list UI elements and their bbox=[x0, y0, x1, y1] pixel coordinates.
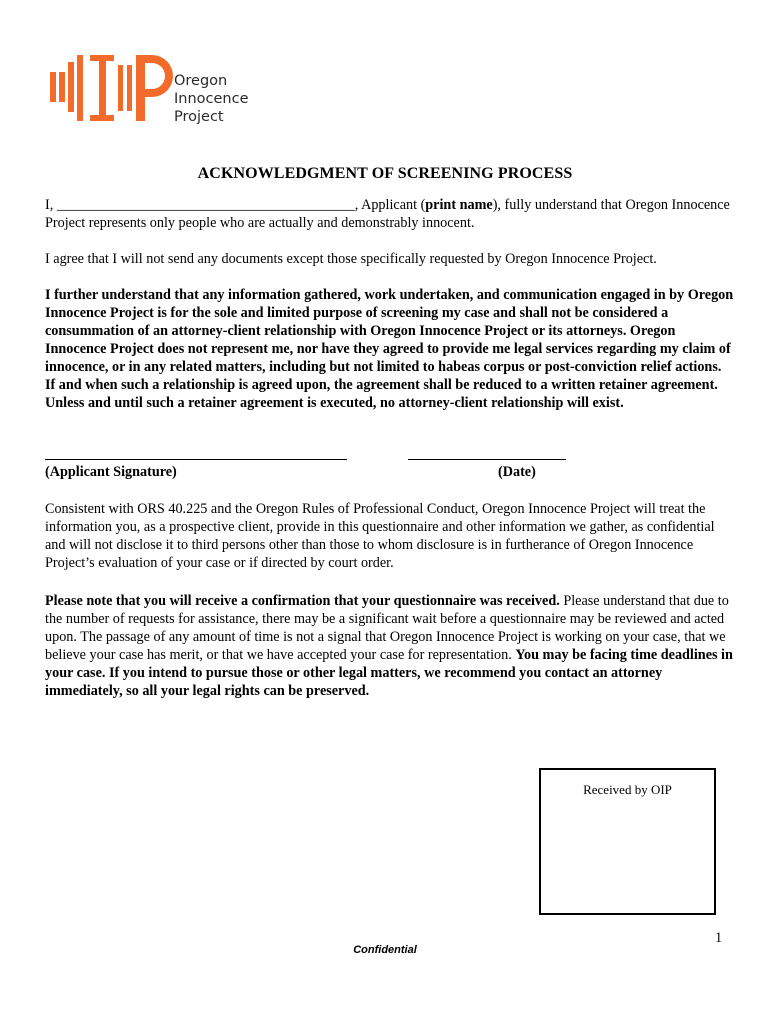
paragraph-documents: I agree that I will not send any documents except those specifically requested by Oregon Innocence Project. bbox=[45, 251, 657, 267]
received-by-oip-box bbox=[539, 768, 716, 915]
date-line[interactable] bbox=[408, 459, 566, 460]
page-number: 1 bbox=[715, 930, 723, 946]
applicant-signature-line[interactable] bbox=[45, 459, 347, 460]
print-name-blank[interactable]: __________________________________________ bbox=[56, 197, 355, 213]
print-name-label: print name bbox=[425, 197, 493, 213]
p1-mid: , Applicant ( bbox=[354, 197, 426, 213]
paragraph-confidentiality: Consistent with ORS 40.225 and the Oregon Rules of Professional Conduct, Oregon Innocence Project will treat the information you, as a prospective client, provide in this questionnaire and other information we gather, as confidential and will not disclose it to third persons other than those to whom disclosure is in furtherance of Oregon Innocence Project’s evaluation of your case or if directed by court order. bbox=[45, 501, 715, 571]
p1-suffix: ), fully understand that Oregon Innocence Project represents only people who are actually and demonstrably innocent. bbox=[45, 197, 730, 231]
deadline-warning: You may be facing time deadlines in your case. If you intend to pursue those or other legal matters, we recommend you contact an attorney immediately, so all your legal rights can be preserved. bbox=[45, 647, 733, 699]
p1-prefix: I, bbox=[45, 197, 57, 213]
paragraph-understanding bbox=[45, 196, 735, 232]
logo-line-project: Project bbox=[174, 109, 224, 125]
logo-line-oregon: Oregon bbox=[174, 73, 228, 89]
logo-line-innocence: Innocence bbox=[174, 91, 249, 107]
confirmation-bold: Please note that you will receive a confirmation that your questionnaire was received. bbox=[45, 593, 560, 609]
applicant-signature-label: (Applicant Signature) bbox=[45, 464, 177, 480]
confidential-footer: Confidential bbox=[353, 944, 417, 956]
paragraph-no-representation: I further understand that any information gathered, work undertaken, and communication engaged in by Oregon Innocence Project is for the sole and limited purpose of screening my case and shall not be considered a consummation of an attorney-client relationship with Oregon Innocence Project or its attorneys. Oregon Innocence Project does not represent me, nor have they agreed to provide me legal services regarding my claim of innocence, or in any related matters, including but not limited to habeas corpus or post-conviction relief actions. If and when such a relationship is agreed upon, the agreement shall be reduced to a written retainer agreement. Unless and until such a retainer agreement is executed, no attorney-client relationship will exist. bbox=[45, 287, 734, 411]
document-title: ACKNOWLEDGMENT OF SCREENING PROCESS bbox=[197, 165, 573, 182]
logo-wordmark bbox=[174, 72, 249, 126]
confirmation-body: Please understand that due to the number of requests for assistance, there may be a significant wait before a questionnaire may be reviewed and acted upon. The passage of any amount of time is not a signal that Oregon Innocence Project is working on your case, that we believe your case has merit, or that we have accepted your case for representation. bbox=[45, 593, 729, 663]
date-label: (Date) bbox=[498, 464, 536, 480]
paragraph-confirmation-notice bbox=[45, 592, 735, 700]
received-by-oip-label: Received by OIP bbox=[583, 782, 672, 797]
